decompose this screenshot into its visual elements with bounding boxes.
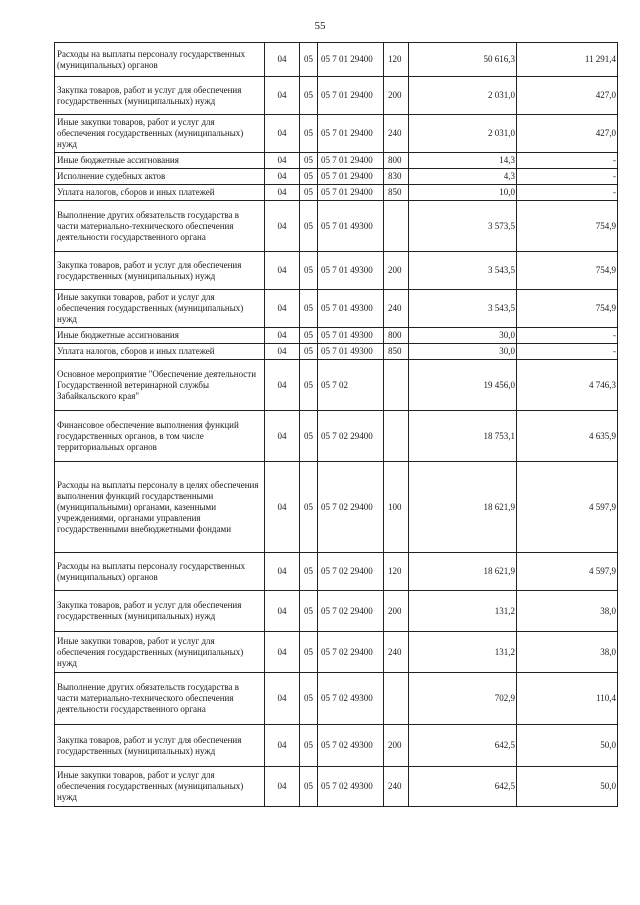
row-expense-type: 240: [384, 115, 409, 153]
row-name: Закупка товаров, работ и услуг для обеспечения государственных (муниципальных) нужд: [55, 725, 265, 767]
row-subsection-code: 05: [300, 328, 318, 344]
row-expense-type: 240: [384, 632, 409, 673]
table-row: [55, 43, 618, 77]
row-amount-actual: -: [517, 169, 618, 185]
table-row: [55, 77, 618, 115]
table-row: [55, 591, 618, 632]
row-section-code: 04: [265, 591, 300, 632]
row-subsection-code: 05: [300, 169, 318, 185]
row-name: Закупка товаров, работ и услуг для обеспечения государственных (муниципальных) нужд: [55, 252, 265, 290]
row-amount-plan: 14,3: [409, 153, 517, 169]
page-number: 55: [314, 20, 326, 32]
row-target-article: 05 7 02 29400: [318, 411, 384, 462]
row-expense-type: [384, 411, 409, 462]
row-section-code: 04: [265, 725, 300, 767]
row-expense-type: 200: [384, 591, 409, 632]
row-name: Основное мероприятие "Обеспечение деятельности Государственной ветеринарной службы Забайкальского края": [55, 360, 265, 411]
row-expense-type: 120: [384, 43, 409, 77]
row-amount-plan: 131,2: [409, 632, 517, 673]
table-row: [55, 725, 618, 767]
row-section-code: 04: [265, 673, 300, 725]
table-row: [55, 201, 618, 252]
row-amount-actual: -: [517, 185, 618, 201]
row-name: Иные закупки товаров, работ и услуг для обеспечения государственных (муниципальных) нужд: [55, 632, 265, 673]
table-row: [55, 673, 618, 725]
row-target-article: 05 7 02 29400: [318, 591, 384, 632]
row-subsection-code: 05: [300, 725, 318, 767]
row-subsection-code: 05: [300, 553, 318, 591]
row-expense-type: 200: [384, 77, 409, 115]
row-amount-actual: 4 597,9: [517, 553, 618, 591]
row-subsection-code: 05: [300, 201, 318, 252]
table-row: [55, 553, 618, 591]
row-target-article: 05 7 01 49300: [318, 344, 384, 360]
row-section-code: 04: [265, 185, 300, 201]
row-section-code: 04: [265, 767, 300, 807]
row-name: Расходы на выплаты персоналу государственных (муниципальных) органов: [55, 553, 265, 591]
row-amount-actual: 38,0: [517, 632, 618, 673]
row-subsection-code: 05: [300, 591, 318, 632]
row-target-article: 05 7 01 49300: [318, 328, 384, 344]
row-subsection-code: 05: [300, 77, 318, 115]
row-name: Иные закупки товаров, работ и услуг для обеспечения государственных (муниципальных) нужд: [55, 767, 265, 807]
row-section-code: 04: [265, 77, 300, 115]
row-name: Иные бюджетные ассигнования: [55, 328, 265, 344]
row-subsection-code: 05: [300, 43, 318, 77]
row-name: Иные закупки товаров, работ и услуг для обеспечения государственных (муниципальных) нужд: [55, 290, 265, 328]
row-subsection-code: 05: [300, 632, 318, 673]
table-row: [55, 252, 618, 290]
row-amount-actual: 754,9: [517, 252, 618, 290]
row-section-code: 04: [265, 462, 300, 553]
row-subsection-code: 05: [300, 767, 318, 807]
row-amount-plan: 30,0: [409, 344, 517, 360]
row-subsection-code: 05: [300, 290, 318, 328]
row-amount-actual: -: [517, 153, 618, 169]
row-section-code: 04: [265, 632, 300, 673]
row-target-article: 05 7 01 29400: [318, 185, 384, 201]
row-name: Уплата налогов, сборов и иных платежей: [55, 185, 265, 201]
row-name: Выполнение других обязательств государства в части материально-технического обеспечения деятельности государственного органа: [55, 201, 265, 252]
row-section-code: 04: [265, 290, 300, 328]
row-amount-plan: 131,2: [409, 591, 517, 632]
row-section-code: 04: [265, 411, 300, 462]
row-subsection-code: 05: [300, 185, 318, 201]
row-subsection-code: 05: [300, 360, 318, 411]
table-row: [55, 462, 618, 553]
row-target-article: 05 7 02 49300: [318, 673, 384, 725]
row-amount-actual: 427,0: [517, 115, 618, 153]
table-row: [55, 411, 618, 462]
row-target-article: 05 7 02 49300: [318, 725, 384, 767]
row-section-code: 04: [265, 115, 300, 153]
row-target-article: 05 7 01 49300: [318, 290, 384, 328]
row-expense-type: 200: [384, 252, 409, 290]
row-subsection-code: 05: [300, 462, 318, 553]
budget-table: [54, 42, 618, 807]
row-amount-actual: 50,0: [517, 767, 618, 807]
row-amount-actual: 11 291,4: [517, 43, 618, 77]
row-target-article: 05 7 01 29400: [318, 77, 384, 115]
table-row: [55, 185, 618, 201]
table-row: [55, 360, 618, 411]
row-subsection-code: 05: [300, 673, 318, 725]
row-amount-plan: 3 543,5: [409, 290, 517, 328]
row-expense-type: 830: [384, 169, 409, 185]
row-amount-plan: 18 621,9: [409, 462, 517, 553]
row-expense-type: 800: [384, 153, 409, 169]
row-amount-plan: 30,0: [409, 328, 517, 344]
row-target-article: 05 7 01 29400: [318, 169, 384, 185]
row-section-code: 04: [265, 153, 300, 169]
row-amount-plan: 2 031,0: [409, 115, 517, 153]
row-section-code: 04: [265, 328, 300, 344]
row-subsection-code: 05: [300, 153, 318, 169]
table-row: [55, 632, 618, 673]
row-amount-actual: 4 635,9: [517, 411, 618, 462]
row-name: Исполнение судебных актов: [55, 169, 265, 185]
row-name: Финансовое обеспечение выполнения функций государственных органов, в том числе территориальных органов: [55, 411, 265, 462]
table-row: [55, 169, 618, 185]
row-target-article: 05 7 02 29400: [318, 553, 384, 591]
row-amount-plan: 3 573,5: [409, 201, 517, 252]
row-amount-actual: 50,0: [517, 725, 618, 767]
row-target-article: 05 7 01 29400: [318, 115, 384, 153]
table-row: [55, 153, 618, 169]
row-amount-plan: 642,5: [409, 725, 517, 767]
row-target-article: 05 7 02: [318, 360, 384, 411]
row-amount-plan: 50 616,3: [409, 43, 517, 77]
row-target-article: 05 7 02 29400: [318, 462, 384, 553]
row-name: Закупка товаров, работ и услуг для обеспечения государственных (муниципальных) нужд: [55, 591, 265, 632]
row-expense-type: [384, 360, 409, 411]
row-amount-actual: 38,0: [517, 591, 618, 632]
row-section-code: 04: [265, 43, 300, 77]
row-subsection-code: 05: [300, 252, 318, 290]
row-target-article: 05 7 01 29400: [318, 153, 384, 169]
table-row: [55, 115, 618, 153]
row-expense-type: 200: [384, 725, 409, 767]
row-name: Расходы на выплаты персоналу государственных (муниципальных) органов: [55, 43, 265, 77]
row-target-article: 05 7 02 49300: [318, 767, 384, 807]
row-name: Иные закупки товаров, работ и услуг для обеспечения государственных (муниципальных) нужд: [55, 115, 265, 153]
table-row: [55, 328, 618, 344]
row-section-code: 04: [265, 553, 300, 591]
row-expense-type: 100: [384, 462, 409, 553]
row-amount-plan: 702,9: [409, 673, 517, 725]
row-expense-type: 800: [384, 328, 409, 344]
row-target-article: 05 7 02 29400: [318, 632, 384, 673]
table-row: [55, 767, 618, 807]
row-name: Иные бюджетные ассигнования: [55, 153, 265, 169]
row-amount-plan: 2 031,0: [409, 77, 517, 115]
row-expense-type: 120: [384, 553, 409, 591]
row-amount-actual: 754,9: [517, 290, 618, 328]
row-name: Закупка товаров, работ и услуг для обеспечения государственных (муниципальных) нужд: [55, 77, 265, 115]
row-amount-actual: 754,9: [517, 201, 618, 252]
row-target-article: 05 7 01 49300: [318, 252, 384, 290]
row-amount-actual: 110,4: [517, 673, 618, 725]
row-amount-plan: 642,5: [409, 767, 517, 807]
row-amount-actual: 4 746,3: [517, 360, 618, 411]
row-name: Уплата налогов, сборов и иных платежей: [55, 344, 265, 360]
row-expense-type: 850: [384, 185, 409, 201]
table-row: [55, 344, 618, 360]
row-subsection-code: 05: [300, 411, 318, 462]
row-amount-actual: -: [517, 328, 618, 344]
row-expense-type: 240: [384, 290, 409, 328]
row-amount-plan: 19 456,0: [409, 360, 517, 411]
row-amount-actual: 4 597,9: [517, 462, 618, 553]
row-expense-type: 850: [384, 344, 409, 360]
row-expense-type: 240: [384, 767, 409, 807]
table-row: [55, 290, 618, 328]
row-expense-type: [384, 673, 409, 725]
row-amount-plan: 4,3: [409, 169, 517, 185]
row-amount-actual: -: [517, 344, 618, 360]
row-amount-plan: 3 543,5: [409, 252, 517, 290]
row-subsection-code: 05: [300, 344, 318, 360]
row-section-code: 04: [265, 360, 300, 411]
row-section-code: 04: [265, 344, 300, 360]
row-amount-actual: 427,0: [517, 77, 618, 115]
row-amount-plan: 18 753,1: [409, 411, 517, 462]
row-name: Расходы на выплаты персоналу в целях обеспечения выполнения функций государственными (муниципальными) органами, казенными учреждениями, органами управления государственными внебюджетными фондами: [55, 462, 265, 553]
row-expense-type: [384, 201, 409, 252]
row-section-code: 04: [265, 252, 300, 290]
row-target-article: 05 7 01 29400: [318, 43, 384, 77]
row-name: Выполнение других обязательств государства в части материально-технического обеспечения деятельности государственного органа: [55, 673, 265, 725]
row-section-code: 04: [265, 169, 300, 185]
row-target-article: 05 7 01 49300: [318, 201, 384, 252]
row-amount-plan: 18 621,9: [409, 553, 517, 591]
row-section-code: 04: [265, 201, 300, 252]
row-amount-plan: 10,0: [409, 185, 517, 201]
row-subsection-code: 05: [300, 115, 318, 153]
